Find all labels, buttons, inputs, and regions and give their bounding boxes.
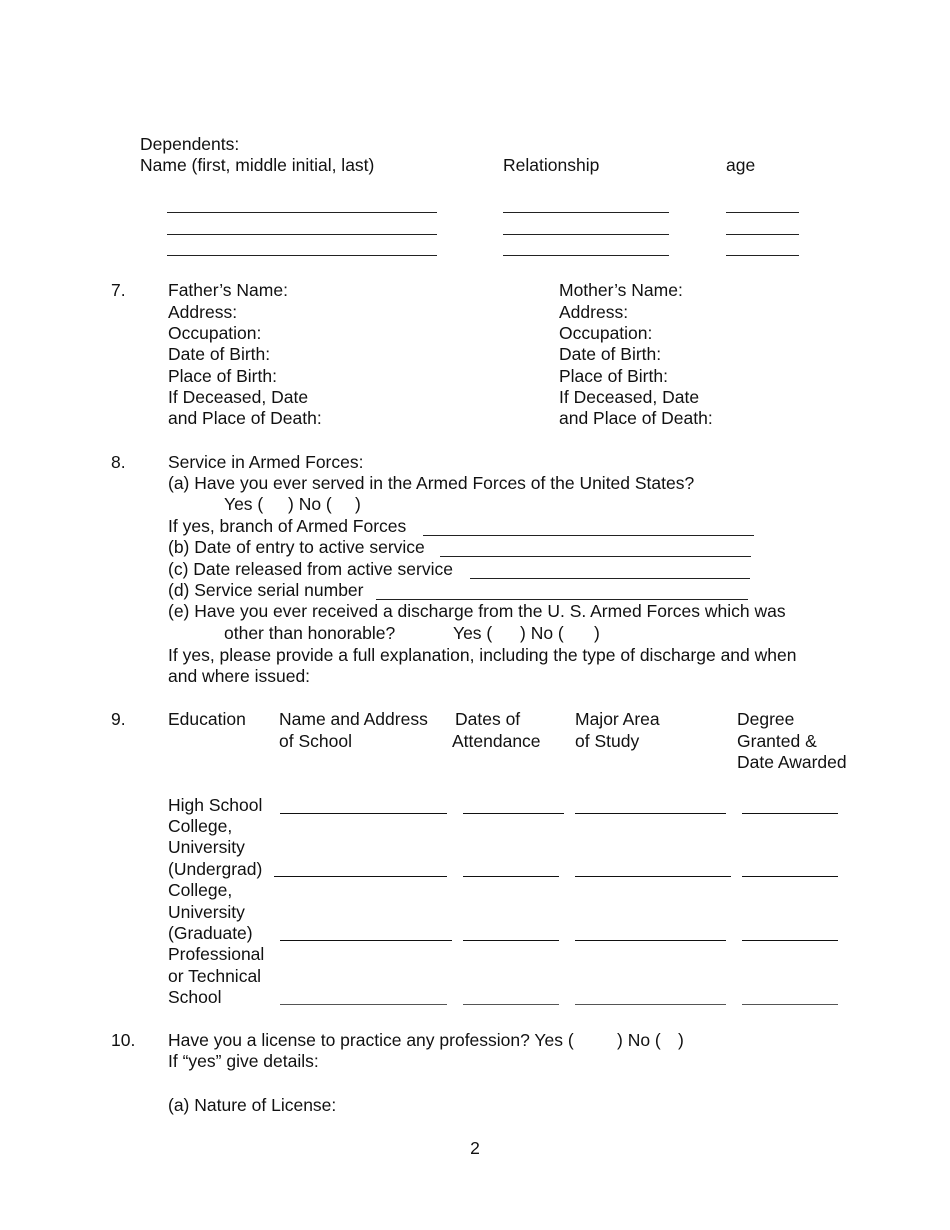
dependent-1-age-line[interactable] bbox=[726, 212, 799, 213]
row-label-college-gr-2: University bbox=[168, 902, 245, 922]
row-label-college-ug-3: (Undergrad) bbox=[168, 859, 263, 879]
section-8-number: 8. bbox=[111, 452, 126, 472]
undergrad-degree-line[interactable] bbox=[742, 876, 838, 877]
education-title: Education bbox=[168, 709, 246, 729]
row-label-prof-3: School bbox=[168, 987, 222, 1007]
mother-dob-label: Date of Birth: bbox=[559, 344, 662, 364]
high-school-dates-line[interactable] bbox=[463, 813, 564, 814]
row-label-prof-1: Professional bbox=[168, 944, 265, 964]
discharge-explanation-label-cont: and where issued: bbox=[168, 666, 311, 686]
license-question: Have you a license to practice any profession? Yes ( bbox=[168, 1030, 574, 1050]
dependent-2-age-line[interactable] bbox=[726, 234, 799, 235]
license-nature-label: (a) Nature of License: bbox=[168, 1095, 337, 1115]
dependents-heading: Dependents: bbox=[140, 134, 240, 154]
dependents-col-age: age bbox=[726, 155, 756, 175]
dependent-3-name-line[interactable] bbox=[167, 255, 437, 256]
dependents-col-name: Name (first, middle initial, last) bbox=[140, 155, 375, 175]
dependent-3-relationship-line[interactable] bbox=[503, 255, 669, 256]
undergrad-major-line[interactable] bbox=[575, 876, 731, 877]
serial-number-input-line[interactable] bbox=[376, 599, 748, 600]
professional-name-line[interactable] bbox=[280, 1004, 447, 1005]
dependents-col-relationship: Relationship bbox=[503, 155, 600, 175]
father-death-place-label: and Place of Death: bbox=[168, 408, 322, 428]
armed-forces-no-label: ) No ( bbox=[288, 494, 332, 514]
col-degree-header-2: Granted & bbox=[737, 731, 817, 751]
release-date-input-line[interactable] bbox=[470, 578, 750, 579]
row-label-high-school: High School bbox=[168, 795, 263, 815]
professional-dates-line[interactable] bbox=[463, 1004, 559, 1005]
discharge-question-cont: other than honorable? bbox=[224, 623, 396, 643]
entry-date-input-line[interactable] bbox=[440, 556, 751, 557]
armed-forces-no-box[interactable] bbox=[335, 492, 355, 514]
col-dates-header-2: Attendance bbox=[452, 731, 541, 751]
license-details-label: If “yes” give details: bbox=[168, 1051, 319, 1071]
row-label-prof-2: or Technical bbox=[168, 966, 262, 986]
row-label-college-ug-2: University bbox=[168, 837, 245, 857]
discharge-yes-label: Yes ( bbox=[453, 623, 493, 643]
graduate-degree-line[interactable] bbox=[742, 940, 838, 941]
section-7-number: 7. bbox=[111, 280, 126, 300]
col-dates-header-1: Dates of bbox=[455, 709, 521, 729]
col-major-header-2: of Study bbox=[575, 731, 640, 751]
discharge-explanation-label: If yes, please provide a full explanation, including the type of discharge and when bbox=[168, 645, 797, 665]
father-occupation-label: Occupation: bbox=[168, 323, 262, 343]
branch-label: If yes, branch of Armed Forces bbox=[168, 516, 407, 536]
row-label-college-gr-1: College, bbox=[168, 880, 233, 900]
father-deceased-label: If Deceased, Date bbox=[168, 387, 309, 407]
discharge-question: (e) Have you ever received a discharge from the U. S. Armed Forces which was bbox=[168, 601, 786, 621]
page-number: 2 bbox=[470, 1138, 480, 1158]
dependent-3-age-line[interactable] bbox=[726, 255, 799, 256]
entry-date-label: (b) Date of entry to active service bbox=[168, 537, 425, 557]
professional-major-line[interactable] bbox=[575, 1004, 726, 1005]
armed-forces-yes-box[interactable] bbox=[266, 492, 288, 514]
release-date-label: (c) Date released from active service bbox=[168, 559, 453, 579]
mother-pob-label: Place of Birth: bbox=[559, 366, 668, 386]
col-major-header-1: Major Area bbox=[575, 709, 660, 729]
discharge-no-box[interactable] bbox=[568, 621, 594, 643]
discharge-no-label: ) No ( bbox=[520, 623, 564, 643]
license-no-label: ) No ( bbox=[617, 1030, 661, 1050]
mother-occupation-label: Occupation: bbox=[559, 323, 653, 343]
armed-forces-close-paren: ) bbox=[355, 494, 361, 514]
dependent-1-relationship-line[interactable] bbox=[503, 212, 669, 213]
undergrad-name-line[interactable] bbox=[274, 876, 447, 877]
serial-number-label: (d) Service serial number bbox=[168, 580, 364, 600]
col-degree-header-3: Date Awarded bbox=[737, 752, 847, 772]
graduate-dates-line[interactable] bbox=[463, 940, 559, 941]
armed-forces-question: (a) Have you ever served in the Armed Forces of the United States? bbox=[168, 473, 695, 493]
professional-degree-line[interactable] bbox=[742, 1004, 838, 1005]
mother-deceased-label: If Deceased, Date bbox=[559, 387, 700, 407]
col-degree-header-1: Degree bbox=[737, 709, 795, 729]
father-name-label: Father’s Name: bbox=[168, 280, 288, 300]
license-yes-box[interactable] bbox=[603, 1028, 617, 1050]
section-8-title: Service in Armed Forces: bbox=[168, 452, 364, 472]
col-school-header-2: of School bbox=[279, 731, 352, 751]
row-label-college-gr-3: (Graduate) bbox=[168, 923, 253, 943]
row-label-college-ug-1: College, bbox=[168, 816, 233, 836]
father-dob-label: Date of Birth: bbox=[168, 344, 271, 364]
dependent-1-name-line[interactable] bbox=[167, 212, 437, 213]
license-close-paren: ) bbox=[678, 1030, 684, 1050]
mother-name-label: Mother’s Name: bbox=[559, 280, 683, 300]
graduate-name-line[interactable] bbox=[280, 940, 452, 941]
father-pob-label: Place of Birth: bbox=[168, 366, 277, 386]
dependent-2-name-line[interactable] bbox=[167, 234, 437, 235]
mother-death-place-label: and Place of Death: bbox=[559, 408, 713, 428]
high-school-major-line[interactable] bbox=[575, 813, 726, 814]
high-school-degree-line[interactable] bbox=[742, 813, 838, 814]
discharge-close-paren: ) bbox=[594, 623, 600, 643]
section-9-number: 9. bbox=[111, 709, 126, 729]
high-school-name-line[interactable] bbox=[280, 813, 447, 814]
branch-input-line[interactable] bbox=[423, 535, 754, 536]
license-no-box[interactable] bbox=[664, 1028, 678, 1050]
section-10-number: 10. bbox=[111, 1030, 136, 1050]
discharge-yes-box[interactable] bbox=[496, 621, 520, 643]
mother-address-label: Address: bbox=[559, 302, 629, 322]
armed-forces-yes-label: Yes ( bbox=[224, 494, 264, 514]
col-school-header-1: Name and Address bbox=[279, 709, 428, 729]
graduate-major-line[interactable] bbox=[575, 940, 726, 941]
dependent-2-relationship-line[interactable] bbox=[503, 234, 669, 235]
father-address-label: Address: bbox=[168, 302, 238, 322]
undergrad-dates-line[interactable] bbox=[463, 876, 559, 877]
